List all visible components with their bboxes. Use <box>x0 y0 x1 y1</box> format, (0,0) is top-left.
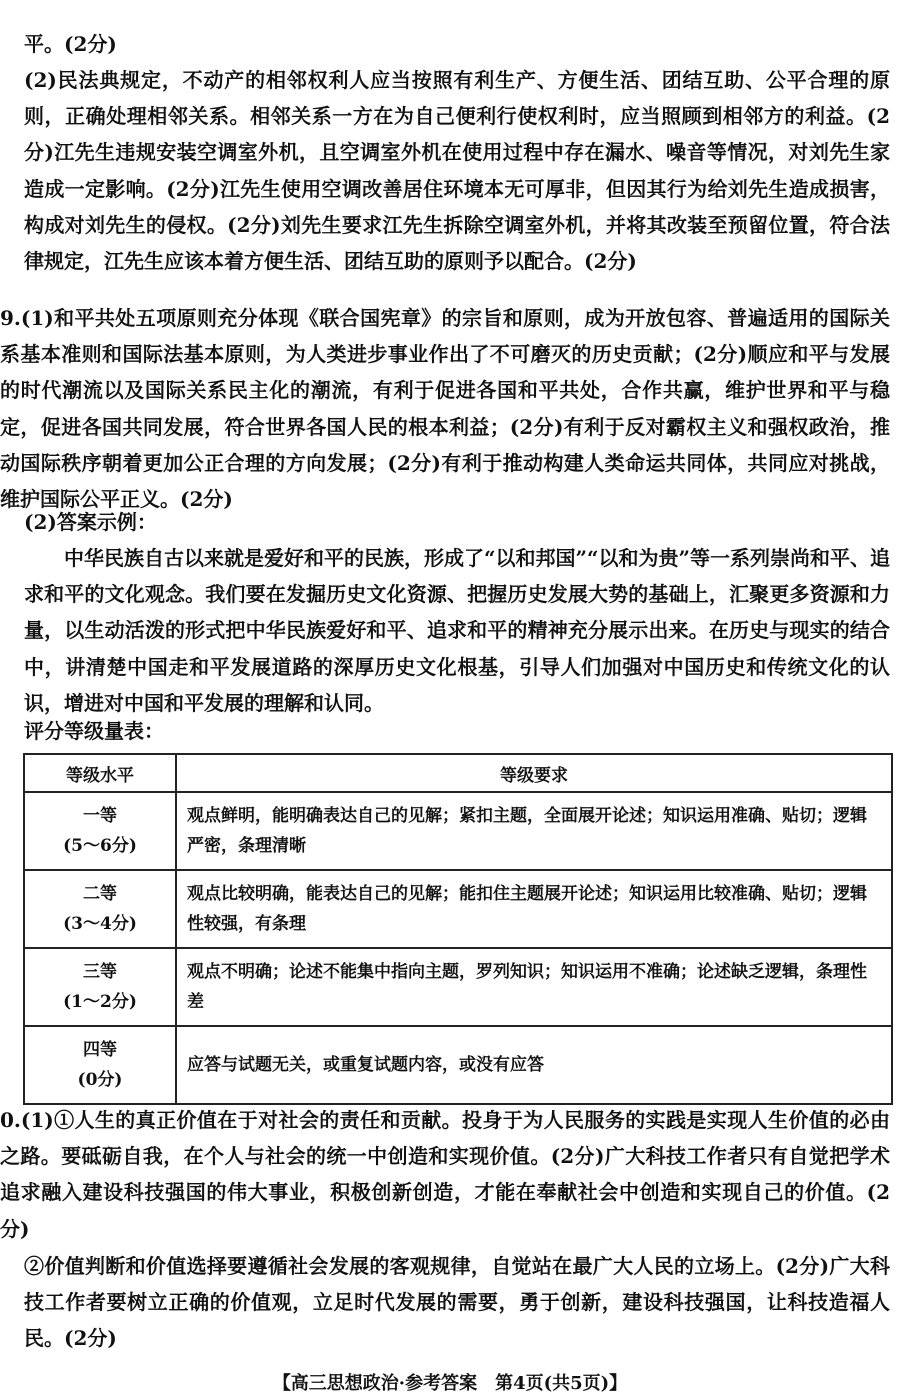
level-cell: 三等 (1～2分) <box>24 948 176 1026</box>
paragraph-q10-1: 0.(1)①人生的真正价值在于对社会的责任和贡献。投身于为人民服务的实践是实现人生价值的必由之路。要砥砺自我，在个人与社会的统一中创造和实现价值。(2分)广大科技工作者只有自觉把学术追求融入建设科技强国的伟大事业，积极创新创造，才能在奉献社会中创造和实现自己的价值。(2分) <box>0 1108 890 1241</box>
grading-table <box>23 753 893 1105</box>
requirement-cell: 应答与试题无关，或重复试题内容，或没有应答 <box>176 1026 892 1104</box>
table-row <box>24 948 892 1026</box>
table-header-row <box>24 754 892 792</box>
requirement-cell: 观点鲜明，能明确表达自己的见解；紧扣主题，全面展开论述；知识运用准确、贴切；逻辑严密，条理清晰 <box>176 792 892 870</box>
requirement-cell: 观点不明确；论述不能集中指向主题，罗列知识；知识运用不准确；论述缺乏逻辑，条理性差 <box>176 948 892 1026</box>
paragraph-fragment: 平。(2分) <box>24 32 117 56</box>
requirement-cell: 观点比较明确，能表达自己的见解；能扣住主题展开论述；知识运用比较准确、贴切；逻辑性较强，有条理 <box>176 870 892 948</box>
page-footer: 【高三思想政治·参考答案 第4页(共5页)】 <box>272 1373 628 1394</box>
paragraph-q10-2: ②价值判断和价值选择要遵循社会发展的客观规律，自觉站在最广大人民的立场上。(2分)广大科技工作者要树立正确的价值观，立足时代发展的需要，勇于创新，建设科技强国，让科技造福人民。(2分) <box>24 1254 890 1351</box>
level-cell: 四等 (0分) <box>24 1026 176 1104</box>
table-row <box>24 792 892 870</box>
header-level: 等级水平 <box>24 754 176 792</box>
level-cell: 一等 (5～6分) <box>24 792 176 870</box>
paragraph-q9-2-heading: (2)答案示例： <box>24 510 157 534</box>
table-row <box>24 1026 892 1104</box>
paragraph-q9-2-answer: 中华民族自古以来就是爱好和平的民族，形成了“以和邦国”“以和为贵”等一系列崇尚和平、追求和平的文化观念。我们要在发掘历史文化资源、把握历史发展大势的基础上，汇聚更多资源和力量，以生动活泼的形式把中华民族爱好和平、追求和平的精神充分展示出来。在历史与现实的结合中，讲清楚中国走和平发展道路的深厚历史文化根基，引导人们加强对中国历史和传统文化的认识，增进对中国和平发展的理解和认同。 <box>24 546 891 715</box>
paragraph-q9-1: 9.(1)和平共处五项原则充分体现《联合国宪章》的宗旨和原则，成为开放包容、普遍适用的国际关系基本准则和国际法基本原则，为人类进步事业作出了不可磨灭的历史贡献；(2分)顺应和平与发展的时代潮流以及国际关系民主化的潮流，有利于促进各国和平共处，合作共赢，维护世界和平与稳定，促进各国共同发展，符合世界各国人民的根本利益；(2分)有利于反对霸权主义和强权政治，推动国际秩序朝着更加公正合理的方向发展；(2分)有利于推动构建人类命运共同体，共同应对挑战，维护国际公平正义。(2分) <box>0 306 890 512</box>
table-row <box>24 870 892 948</box>
level-cell: 二等 (3～4分) <box>24 870 176 948</box>
header-requirement: 等级要求 <box>176 754 892 792</box>
paragraph-q8-2: (2)民法典规定，不动产的相邻权利人应当按照有利生产、方便生活、团结互助、公平合理的原则，正确处理相邻关系。相邻关系一方在为自己便利行使权利时，应当照顾到相邻方的利益。(2分)江先生违规安装空调室外机，且空调室外机在使用过程中存在漏水、噪音等情况，对刘先生家造成一定影响。(2分)江先生使用空调改善居住环境本无可厚非，但因其行为给刘先生造成损害，构成对刘先生的侵权。(2分)刘先生要求江先生拆除空调室外机，并将其改装至预留位置，符合法律规定，江先生应该本着方便生活、团结互助的原则予以配合。(2分) <box>24 68 890 274</box>
grading-table-caption: 评分等级量表： <box>24 719 164 743</box>
